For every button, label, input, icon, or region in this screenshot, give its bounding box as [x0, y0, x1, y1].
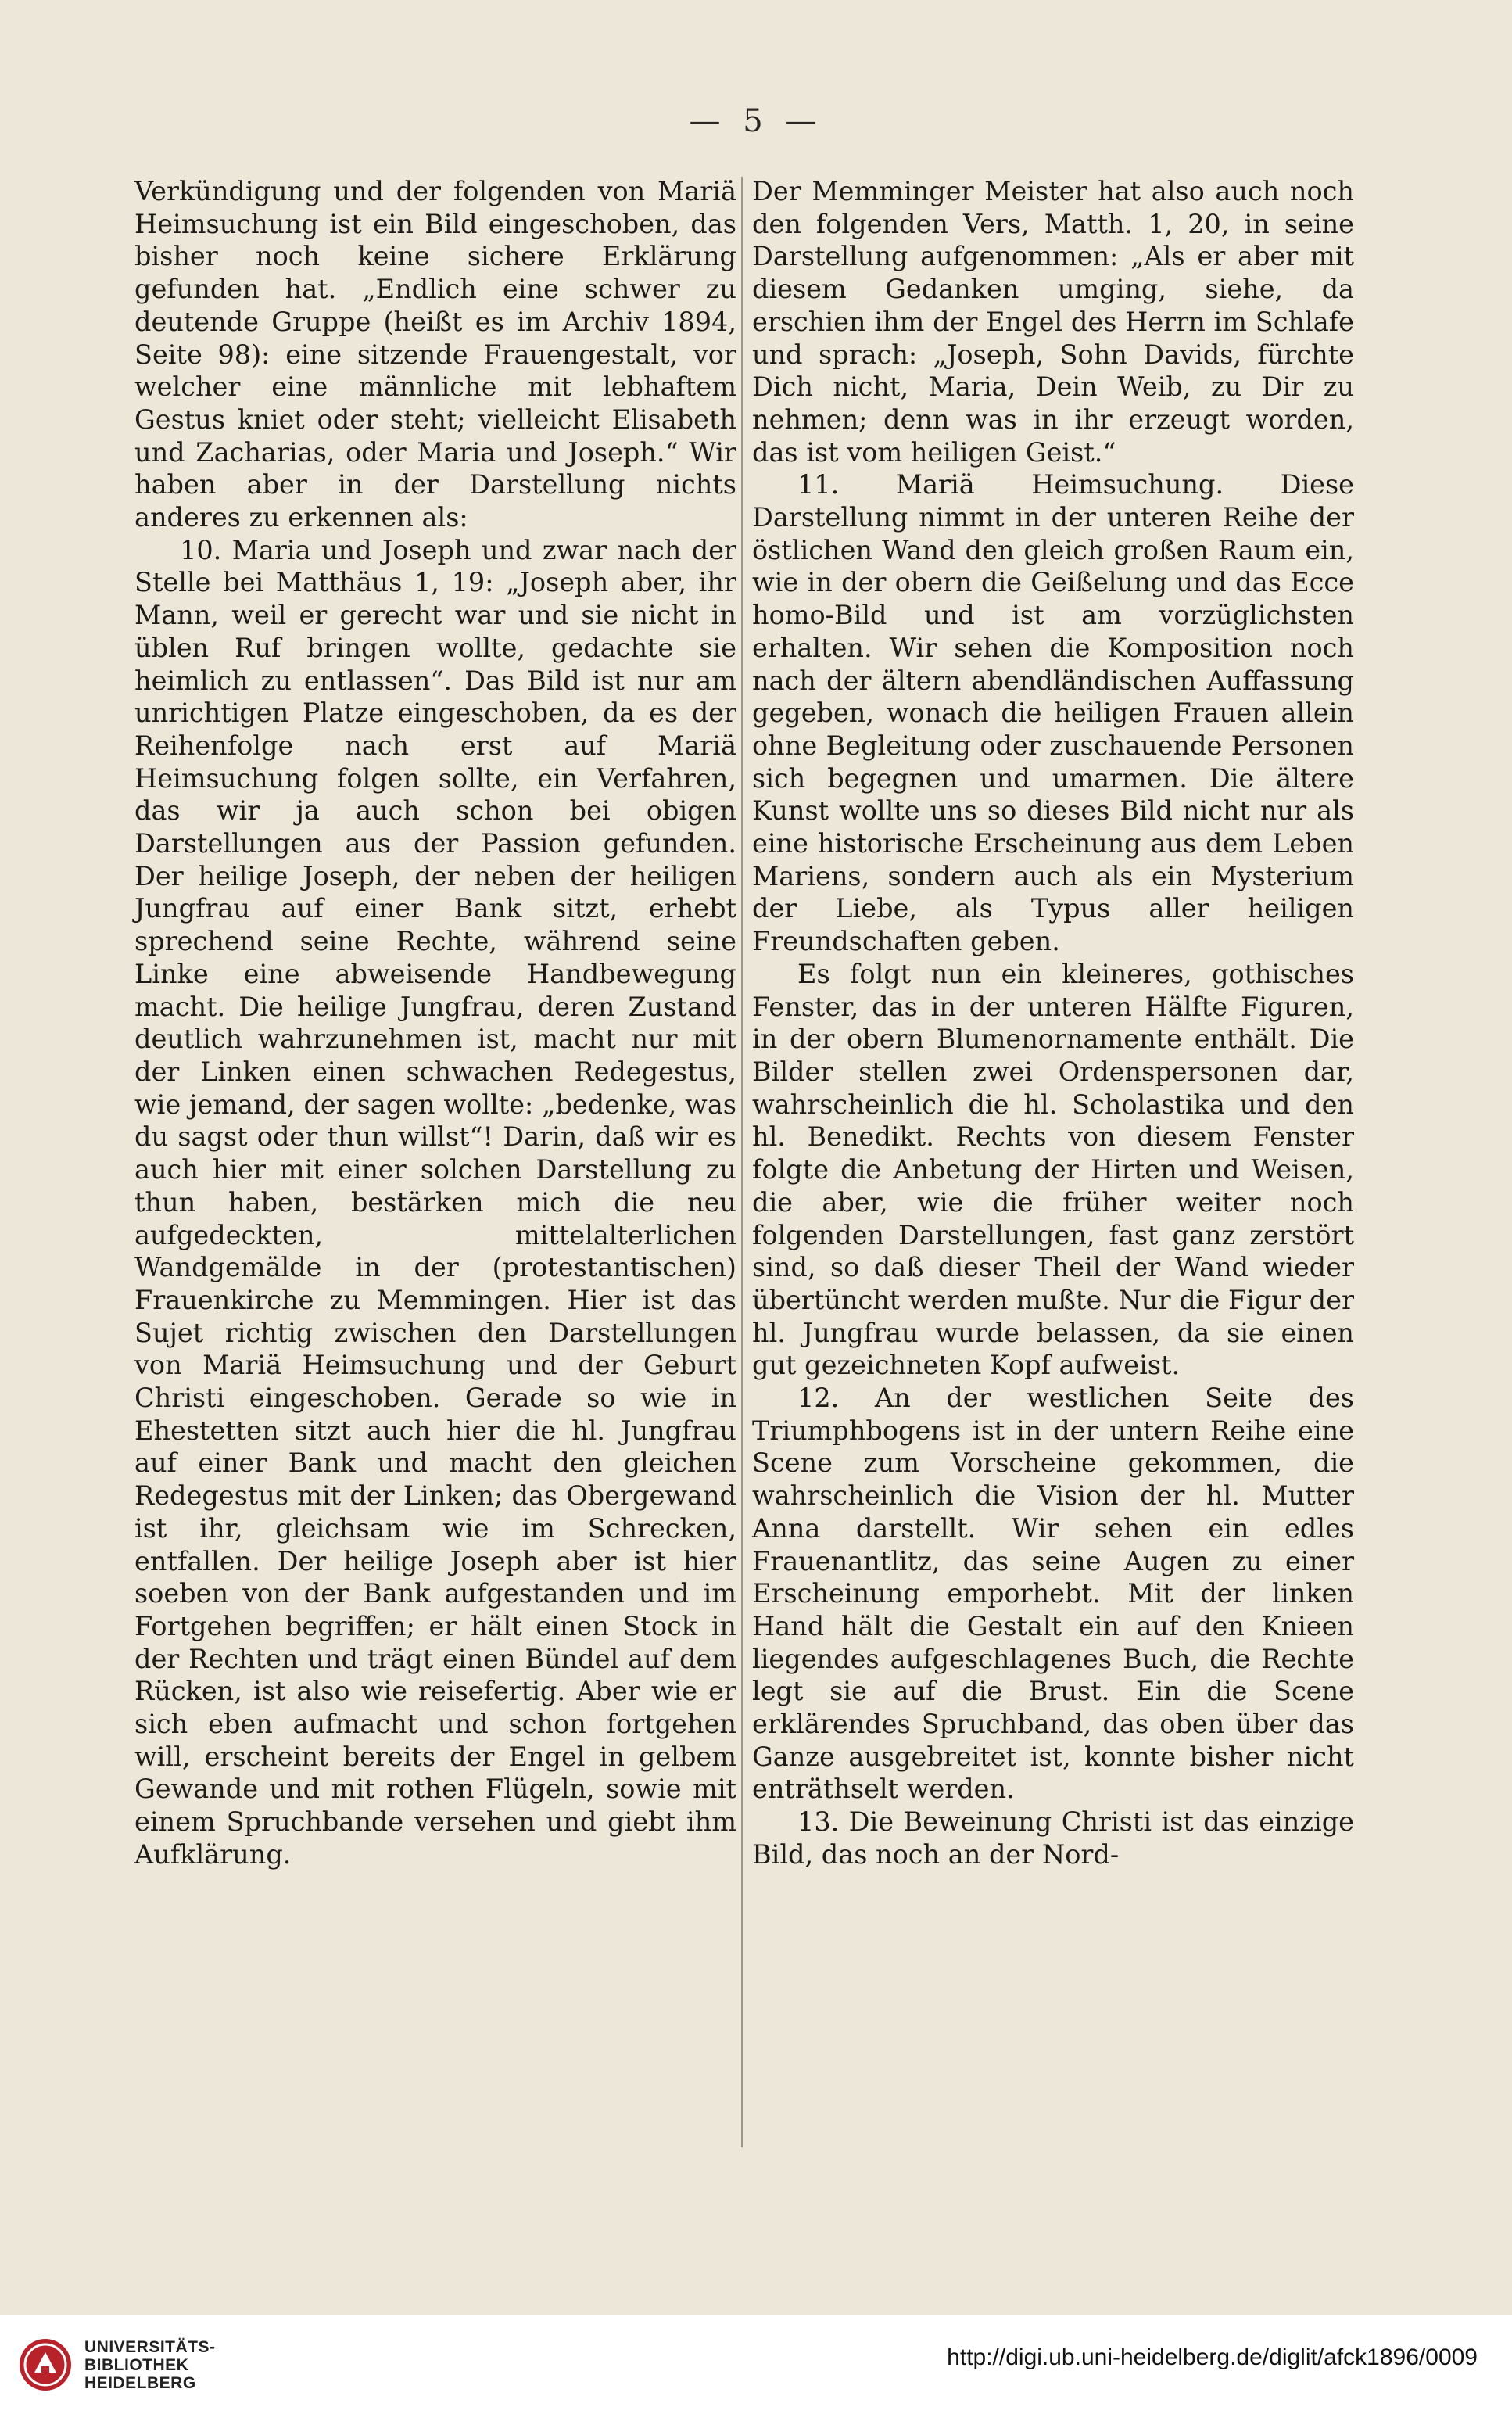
paragraph: 11. Mariä Heimsuchung. Diese Darstellung nimmt in der unteren Reihe der östlichen Wand den gleich großen Raum ein, wie in der obern die Geißelung und das Ecce homo-Bild und ist am vorzüglichsten erhalten. Wir sehen die Komposition noch nach der ältern abendländischen Auffassung gegeben, wonach die heiligen Frauen allein ohne Begleitung oder zuschauende Personen sich begegnen und umarmen. Die ältere Kunst wollte uns so dieses Bild nicht nur als eine historische Erscheinung aus dem Leben Mariens, sondern auch als ein Mysterium der Liebe, als Typus aller heiligen Freundschaften geben. [752, 469, 1354, 957]
institution-line: HEIDELBERG [84, 2374, 196, 2392]
page-number: — 5 — [689, 103, 823, 139]
paragraph: 10. Maria und Joseph und zwar nach der Stelle bei Matthäus 1, 19: „Joseph aber, ihr Mann, weil er gerecht war und sie nicht in üblen Ruf bringen wollte, gedachte sie heimlich zu entlassen“. Das Bild ist nur am unrichtigen Platze eingeschoben, da es der Reihenfolge nach erst auf Mariä Heimsuchung folgen sollte, ein Verfahren, das wir ja auch schon bei obigen Darstellungen aus der Passion gefunden. Der heilige Joseph, der neben der heiligen Jungfrau auf einer Bank sitzt, erhebt sprechend seine Rechte, während seine Linke eine abweisende Handbewegung macht. Die heilige Jungfrau, deren Zustand deutlich wahrzunehmen ist, macht nur mit der Linken einen schwachen Redegestus, wie jemand, der sagen wollte: „bedenke, was du sagst oder thun willst“! Darin, daß wir es auch hier mit einer solchen Darstellung zu thun haben, bestärken mich die neu aufgedeckten, mittelalterlichen Wandgemälde in der (protestantischen) Frauenkirche zu Memmingen. Hier ist das Sujet richtig zwischen den Darstellungen von Mariä Heimsuchung und der Geburt Christi eingeschoben. Gerade so wie in Ehestetten sitzt auch hier die hl. Jungfrau auf einer Bank und macht den gleichen Redegestus mit der Linken; das Obergewand ist ihr, gleichsam wie im Schrecken, entfallen. Der heilige Joseph aber ist hier soeben von der Bank aufgestanden und im Fortgehen begriffen; er hält einen Stock in der Rechten und trägt einen Bündel auf dem Rücken, ist also wie reisefertig. Aber wie er sich eben aufmacht und schon fortgehen will, erscheint bereits der Engel in gelbem Gewande und mit rothen Flügeln, sowie mit einem Spruchbande versehen und giebt ihm Aufklärung. [134, 534, 736, 1870]
institution-line: BIBLIOTHEK [84, 2356, 189, 2374]
library-footer [0, 2315, 1512, 2414]
institution-name [84, 2338, 216, 2392]
paragraph: 13. Die Beweinung Christi ist das einzige Bild, das noch an der Nord- [752, 1806, 1354, 1870]
paragraph: Es folgt nun ein kleineres, gothisches Fenster, das in der unteren Hälfte Figuren, in der obern Blumenornamente enthält. Die Bilder stellen zwei Ordenspersonen dar, wahrscheinlich die hl. Scholastika und den hl. Benedikt. Rechts von diesem Fenster folgte die Anbetung der Hirten und Weisen, die aber, wie die früher weiter noch folgenden Darstellungen, fast ganz zerstört sind, so daß dieser Theil der Wand wieder übertüncht werden mußte. Nur die Figur der hl. Jungfrau wurde belassen, da sie einen gut gezeichneten Kopf aufweist. [752, 958, 1354, 1381]
source-url-link[interactable]: http://digi.ub.uni-heidelberg.de/diglit/afck1896/0009 [947, 2344, 1478, 2370]
left-column [134, 175, 736, 1871]
heidelberg-seal-icon [17, 2337, 73, 2393]
paragraph: Der Memminger Meister hat also auch noch den folgenden Vers, Matth. 1, 20, in seine Darstellung aufgenommen: „Als er aber mit diesem Gedanken umging, siehe, da erschien ihm der Engel des Herrn im Schlafe und sprach: „Joseph, Sohn Davids, fürchte Dich nicht, Maria, Dein Weib, zu Dir zu nehmen; denn was in ihr erzeugt worden, das ist vom heiligen Geist.“ [752, 176, 1354, 468]
paragraph: Verkündigung und der folgenden von Mariä Heimsuchung ist ein Bild eingeschoben, das bisher noch keine sichere Erklärung gefunden hat. „Endlich eine schwer zu deutende Gruppe (heißt es im Archiv 1894, Seite 98): eine sitzende Frauengestalt, vor welcher eine männliche mit lebhaftem Gestus kniet oder steht; vielleicht Elisabeth und Zacharias, oder Maria und Joseph.“ Wir haben aber in der Darstellung nichts anderes zu erkennen als: [134, 176, 736, 533]
right-column [752, 175, 1354, 1871]
column-divider [741, 177, 743, 2147]
institution-line: UNIVERSITÄTS- [84, 2338, 216, 2356]
paragraph: 12. An der westlichen Seite des Triumphbogens ist in der untern Reihe eine Scene zum Vorscheine gekommen, die wahrscheinlich die Vision der hl. Mutter Anna darstellt. Wir sehen ein edles Frauenantlitz, das seine Augen zu einer Erscheinung emporhebt. Mit der linken Hand hält die Gestalt ein auf den Knieen liegendes aufgeschlagenes Buch, die Rechte legt sie auf die Brust. Ein die Scene erklärendes Spruchband, das oben über das Ganze ausgebreitet ist, konnte bisher nicht enträthselt werden. [752, 1383, 1354, 1805]
